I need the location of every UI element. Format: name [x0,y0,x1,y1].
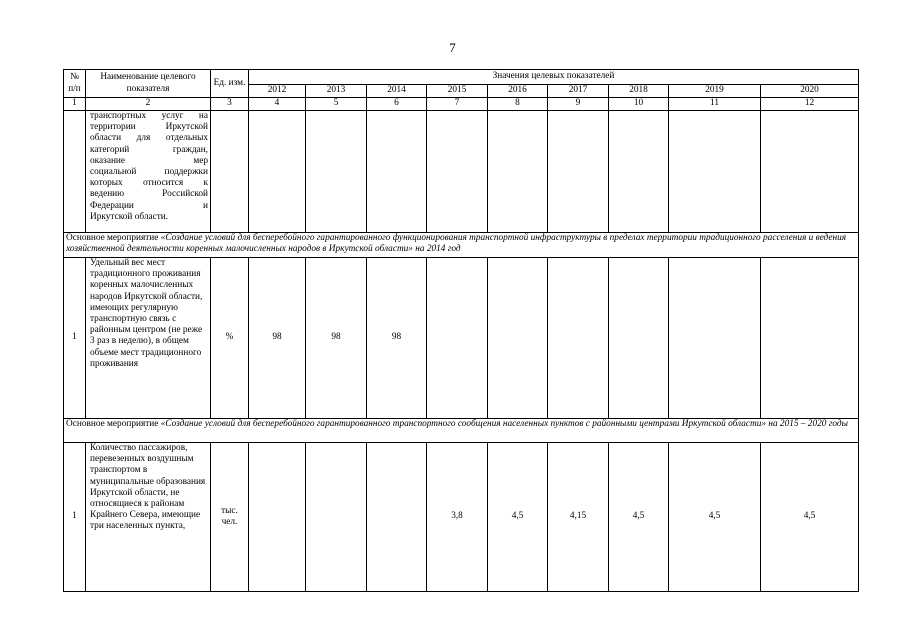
header-unit: Ед. изм. [211,70,249,98]
column-number: 11 [669,98,761,111]
value-cell [367,111,427,233]
value-cell [306,443,367,592]
column-number: 9 [548,98,609,111]
value-cell: 98 [306,258,367,419]
column-number: 6 [367,98,427,111]
value-cell [609,258,669,419]
header-number: № п/п [64,70,86,98]
column-number: 5 [306,98,367,111]
value-cell: 98 [249,258,306,419]
section-title [64,233,859,258]
section-prefix: Основное мероприятие [66,419,161,429]
table-row [64,258,859,419]
name-line: ведению Российской [90,189,208,200]
value-cell [488,258,548,419]
unit-cell: тыс. чел. [211,443,249,592]
header-year: 2016 [488,85,548,98]
section-text: «Создание условий для бесперебойного гарантированного функционирования транспортной инфраструктуры в пределах территории традиционного расселения и ведения хозяйственной деятельности коренных малочисленных народов в Иркутской области» на 2014 год [66,233,847,255]
value-cell [367,443,427,592]
value-cell: 98 [367,258,427,419]
header-year: 2013 [306,85,367,98]
value-cell [548,111,609,233]
value-cell: 4,15 [548,443,609,592]
name-line: Федерации и [90,200,208,211]
name-line: оказание мер [90,155,208,166]
value-cell [669,111,761,233]
section-text: «Создание условий для бесперебойного гарантированного транспортного сообщения населенных пунктов с районными центрами Иркутской области» на 2015 – 2020 годы [160,419,848,429]
name-line: области для отдельных [90,133,208,144]
row-number-cell [64,111,86,233]
value-cell [427,258,488,419]
value-cell: 4,5 [761,443,859,592]
section-row [64,419,859,443]
value-cell: 4,5 [488,443,548,592]
column-numbers-row [64,98,859,111]
value-cell [306,111,367,233]
column-number: 7 [427,98,488,111]
value-cell [249,443,306,592]
unit-cell: % [211,258,249,419]
header-year: 2018 [609,85,669,98]
table-row [64,443,859,592]
value-cell: 3,8 [427,443,488,592]
indicator-name-cell [86,111,211,233]
header-values: Значения целевых показателей [249,70,859,85]
value-cell [427,111,488,233]
header-year: 2014 [367,85,427,98]
header-indicator-name: Наименование целевого показателя [86,70,211,98]
value-cell [669,258,761,419]
page-number: 7 [449,40,456,55]
header-year: 2020 [761,85,859,98]
row-number-cell: 1 [64,258,86,419]
column-number: 3 [211,98,249,111]
column-number: 10 [609,98,669,111]
value-cell [609,111,669,233]
target-indicators-table [63,69,859,592]
column-number: 1 [64,98,86,111]
name-line: Иркутской области. [90,211,169,222]
section-prefix: Основное мероприятие [66,233,161,243]
name-line: транспортных услуг на [90,111,208,121]
header-year: 2015 [427,85,488,98]
section-row [64,233,859,258]
value-cell: 4,5 [669,443,761,592]
section-title [64,419,859,443]
column-number: 2 [86,98,211,111]
column-number: 12 [761,98,859,111]
header-year: 2019 [669,85,761,98]
unit-cell [211,111,249,233]
header-year: 2012 [249,85,306,98]
value-cell [249,111,306,233]
header-year: 2017 [548,85,609,98]
value-cell [761,258,859,419]
row-number-cell: 1 [64,443,86,592]
column-number: 4 [249,98,306,111]
name-line: социальной поддержки [90,167,208,178]
column-number: 8 [488,98,548,111]
value-cell [548,258,609,419]
value-cell: 4,5 [609,443,669,592]
value-cell [488,111,548,233]
name-line: территории Иркутской [90,122,208,133]
table-row [64,111,859,233]
indicator-name-cell: Удельный вес мест традиционного проживания коренных малочисленных народов Иркутской области, имеющих регулярную транспортную связь с районным центром (не реже 3 раз в неделю), в общем объеме мест традиционного проживания [86,258,211,419]
value-cell [761,111,859,233]
indicator-name-cell: Количество пассажиров, перевезенных воздушным транспортом в муниципальные образования Иркутской области, не относящиеся к районам Крайнего Севера, имеющие три населенных пункта, [86,443,211,592]
header-row [64,70,859,85]
name-line: которых относится к [90,178,208,189]
name-line: категорий граждан, [90,144,208,155]
